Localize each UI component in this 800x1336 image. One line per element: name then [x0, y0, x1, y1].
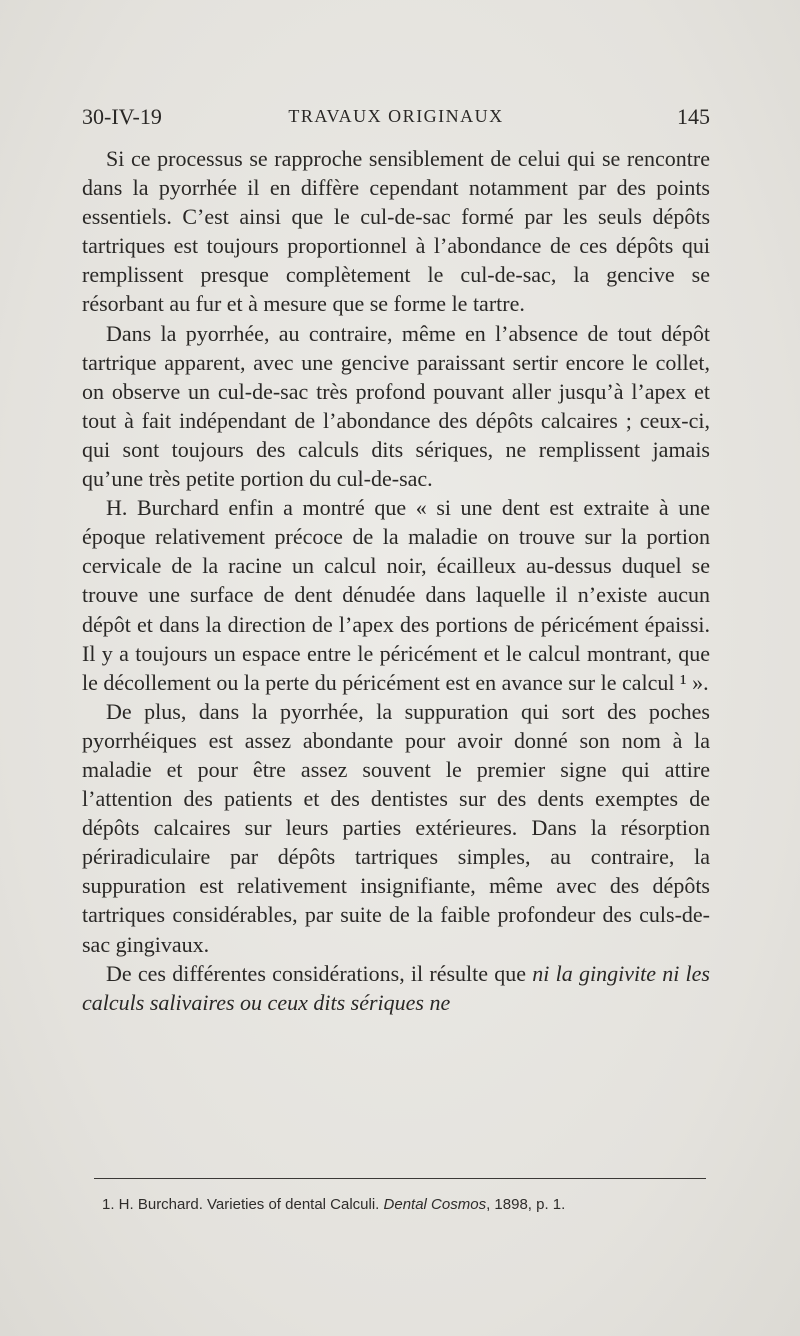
paragraph-5-italic: ni la gingivite ni les calculs salivaires ou ceux dits sériques ne	[82, 960, 710, 1015]
paragraph-5	[82, 959, 710, 1017]
footnote-rule	[94, 1178, 706, 1179]
running-header	[82, 104, 710, 138]
body-text	[82, 144, 710, 1017]
paragraph-3: H. Burchard enfin a montré que « si une dent est extraite à une époque relativement précoce de la maladie on trouve sur la portion cervicale de la racine un calcul noir, écailleux au-dessus duquel se trouve une surface de dent dénudée dans laquelle il n’existe aucun dépôt et dans la direction de l’apex des portions de péricément épaissi. Il y a toujours un espace entre le péricément et le calcul montrant, que le décollement ou la perte du péricément est en avance sur le calcul ¹ ».	[82, 495, 710, 695]
paragraph-1: Si ce processus se rapproche sensiblement de celui qui se rencontre dans la pyorrhée il en diffère cependant notamment par des points essentiels. C’est ainsi que le cul-de-sac formé par les seuls dépôts tartriques est toujours proportionnel à l’abondance de ces dépôts qui remplissent presque complètement le cul-de-sac, la gencive se résorbant au fur et à mesure que se forme le tartre.	[82, 146, 710, 317]
paragraph-2: Dans la pyorrhée, au contraire, même en l’absence de tout dépôt tartrique apparent, avec une gencive paraissant sertir encore le collet, on observe un cul-de-sac très profond pouvant aller jusqu’à l’apex et tout à fait indépendant de l’abondance des dépôts calcaires ; ceux-ci, qui sont toujours des calculs dits sériques, ne remplissent jamais qu’une très petite portion du cul-de-sac.	[82, 320, 710, 492]
footnote-journal: Dental Cosmos	[383, 1196, 487, 1213]
header-date: 30-IV-19	[82, 104, 162, 129]
page-number: 145	[677, 104, 710, 129]
paragraph-4: De plus, dans la pyorrhée, la suppuration qui sort des poches pyorrhéiques est assez abondante pour avoir donné son nom à la maladie et pour être assez souvent le premier signe qui attire l’attention des patients et des dentistes sur des dents exemptes de dépôts calcaires sur leurs parties extérieures. Dans la résorption périradiculaire par dépôts tartriques simples, au contraire, la suppuration est relativement insignifiante, même avec des dépôts tartriques considérables, par suite de la faible profondeur des culs-de-sac gingivaux.	[82, 698, 710, 957]
footnote-suffix: , 1898, p. 1.	[486, 1196, 566, 1213]
header-title: TRAVAUX ORIGINAUX	[288, 106, 504, 126]
paragraph-5-lead: De ces différentes considérations, il résulte que	[106, 960, 533, 986]
footnote	[102, 1196, 702, 1213]
footnote-prefix: 1. H. Burchard. Varieties of dental Calculi.	[102, 1196, 384, 1213]
